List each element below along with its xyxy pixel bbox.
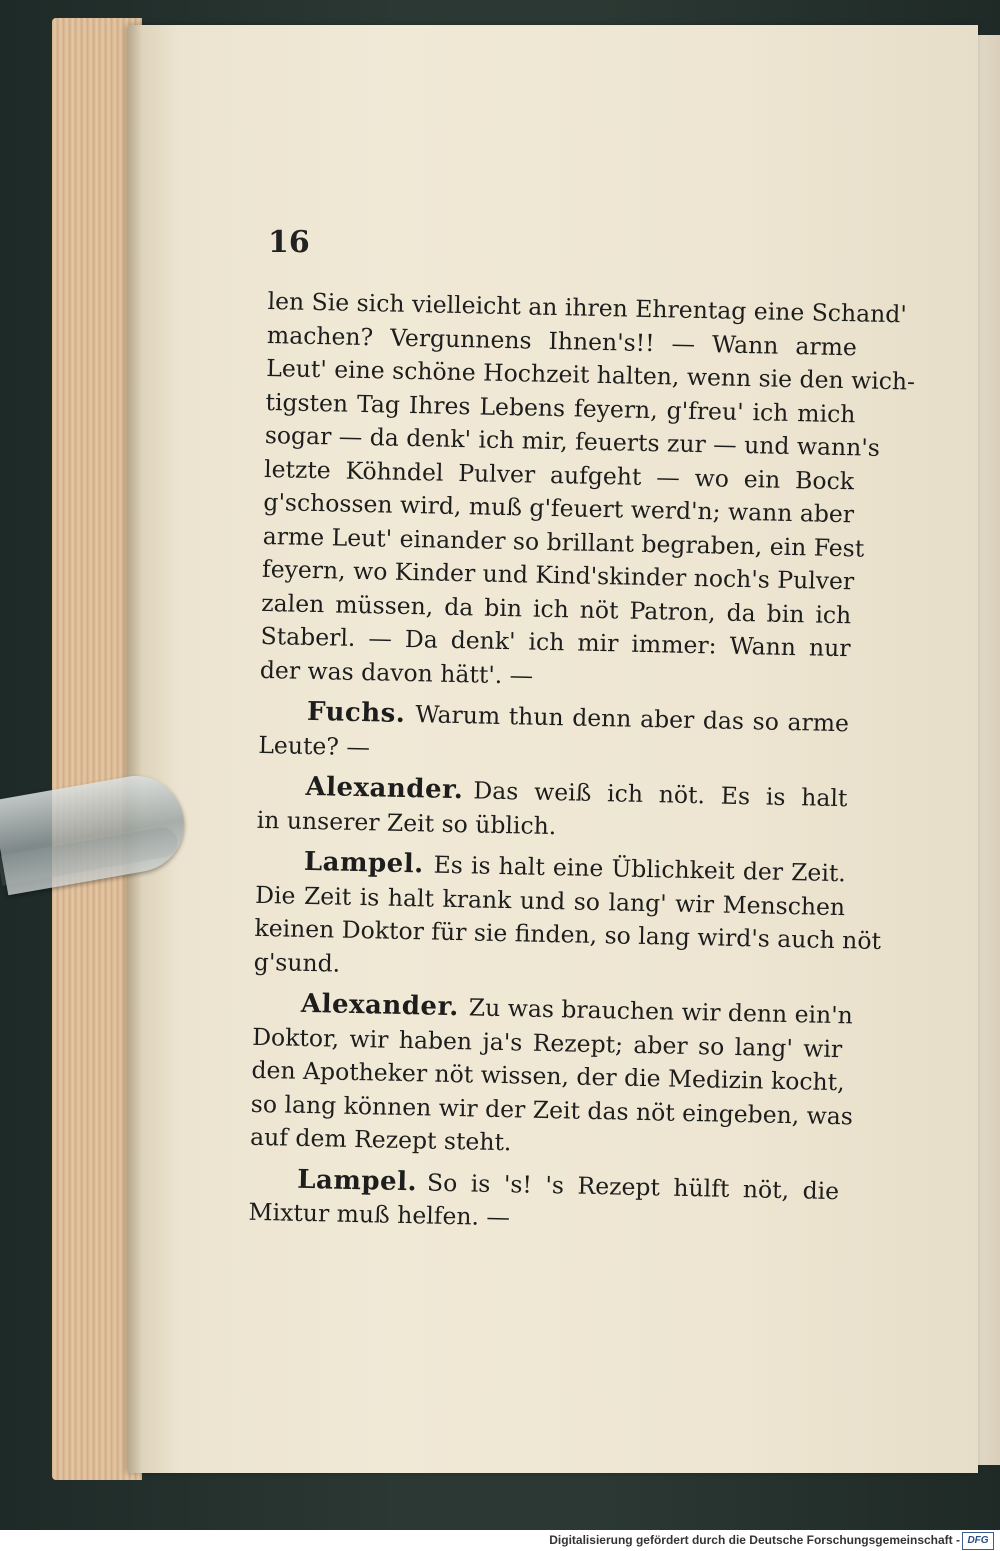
text-line: Staberl. — Da denk' ich mir immer: Wann nur [260, 621, 851, 663]
speech-alexander-2 [249, 987, 854, 1167]
footer-bar [0, 1530, 1000, 1551]
dfg-logo-icon: DFG [962, 1532, 994, 1550]
speech-fuchs [258, 695, 849, 774]
book-page [128, 25, 978, 1473]
speech-alexander-1 [256, 770, 847, 849]
speech-text: Es is halt eine Üblichkeit der Zeit. [433, 850, 847, 888]
speaker-name: Fuchs. [306, 696, 406, 729]
speech-text: So is 's! 's Rezept hülft nöt, die [426, 1168, 840, 1205]
text-line: feyern, wo Kinder und Kind'skinder noch's Pulver [261, 554, 855, 596]
page-fold-shadow [128, 25, 142, 1473]
speech-text: Das weiß ich nöt. Es is halt [473, 776, 848, 813]
speaker-name: Alexander. [300, 988, 460, 1023]
text-line: sogar — da denk' ich mir, feuerts zur — und wann's [264, 420, 881, 462]
text-line: letzte Köhndel Pulver aufgeht — wo ein Bock [263, 454, 855, 495]
speech-text: Warum thun denn aber das so arme [415, 700, 850, 738]
page-text [248, 285, 916, 1242]
speech-line: Die Zeit is halt krank und so lang' wir Menschen [254, 880, 846, 921]
speech-line: g'sund. [253, 947, 341, 978]
text-line: der was davon hätt'. — [259, 655, 534, 690]
text-line: len Sie sich vielleicht an ihren Ehrentag eine Schand' [267, 286, 908, 329]
text-line: g'schossen wird, muß g'feuert werd'n; wann aber [263, 487, 855, 529]
text-line: tigsten Tag Ihres Lebens feyern, g'freu' ich mich [265, 387, 856, 428]
page-number: 16 [268, 225, 310, 260]
speech-line: Leute? — [258, 730, 371, 761]
speaker-name: Alexander. [305, 771, 464, 806]
speech-line: keinen Doktor für sie finden, so lang wird's auch nöt [254, 913, 882, 955]
speech-lampel-1 [253, 845, 882, 991]
text-line: zalen müssen, da bin ich nöt Patron, da bin ich [261, 588, 852, 629]
speech-line: in unserer Zeit so üblich. [256, 805, 557, 840]
speaker-name: Lampel. [303, 846, 425, 880]
speech-line: so lang können wir der Zeit das nöt eingeben, was [250, 1089, 854, 1130]
speech-line: Mixtur muß helfen. — [248, 1197, 511, 1232]
text-line: machen? Vergunnens Ihnen's!! — Wann arme [266, 320, 858, 361]
speaker-name: Lampel. [296, 1164, 418, 1197]
text-line: arme Leut' einander so brillant begraben, ein Fest [262, 521, 865, 563]
speech-lampel-2 [248, 1162, 839, 1241]
speech-line: Doktor, wir haben ja's Rezept; aber so lang' wir [251, 1022, 843, 1063]
text-line: Leut' eine schöne Hochzeit halten, wenn sie den wich- [265, 353, 916, 396]
speech-text: Zu was brauchen wir denn ein'n [468, 993, 854, 1030]
speech-line: auf dem Rezept steht. [249, 1122, 512, 1157]
footer-credit: Digitalisierung gefördert durch die Deutsche Forschungsgemeinschaft - [549, 1533, 960, 1547]
speech-line: den Apotheker nöt wissen, der die Medizin kocht, [251, 1055, 845, 1097]
